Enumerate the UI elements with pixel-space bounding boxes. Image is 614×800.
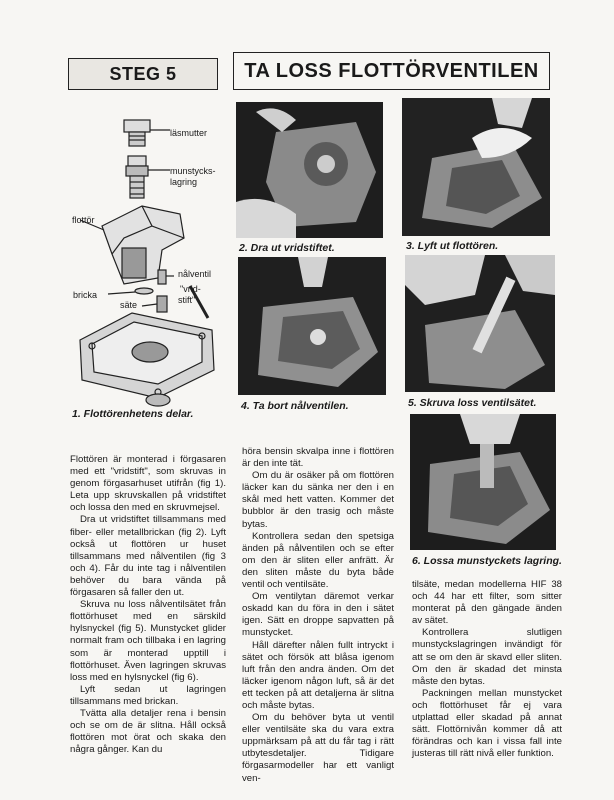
photo-fig-4-image	[238, 257, 386, 395]
paragraph: Skruva nu loss nålventilsätet från flottörhuset med en särskild hylsnyckel (fig 5). Munstycket glider normalt fram och tillbaka i en lagring som är monterad upptill i flottörhuset. Även lagringen skruvas loss med en hylsnyckel (fig 6).	[70, 599, 226, 683]
step-box	[68, 58, 218, 90]
photo-fig-6	[410, 414, 556, 550]
caption-fig-2: 2. Dra ut vridstiftet.	[239, 242, 335, 254]
paragraph: Håll därefter nålen fullt intryckt i sätet och försök att blåsa igenom luft från den andra änden. Om det läcker igenom någon luft, så är det ett tecken på att detaljerna är slitna och måste bytas.	[242, 639, 394, 711]
photo-fig-6-image	[410, 414, 556, 550]
label-jet-bearing-1: munstycks-	[170, 166, 216, 176]
caption-fig-4: 4. Ta bort nålventilen.	[241, 400, 349, 412]
caption-fig-3: 3. Lyft ut flottören.	[406, 240, 499, 252]
paragraph: höra bensin skvalpa inne i flottören är den inte tät.	[242, 446, 394, 470]
paragraph: tilsäte, medan modellerna HIF 38 och 44 har ett filter, som sitter monterat på den gängade änden av sätet.	[412, 579, 562, 627]
paragraph: Lyft sedan ut lagringen tillsammans med brickan.	[70, 683, 226, 707]
label-seat: säte	[120, 300, 138, 310]
paragraph: Om ventilytan däremot verkar oskadd kan du föra in den i sätet igen. Sätt en droppe sapvatten på munstycket.	[242, 591, 394, 639]
float-assembly-drawing	[62, 108, 227, 408]
text-column-3	[412, 579, 562, 760]
title-box	[233, 52, 550, 90]
paragraph: Flottören är monterad i förgasaren med ett "vridstift", som skruvas in genom förgasarhuset utifrån (fig 1). Leta upp skruvskallen på vridstiftet och lossa den med en skruvmejsel.	[70, 454, 226, 514]
photo-fig-2-image	[236, 102, 383, 238]
paragraph: Om du behöver byta ut ventil eller ventilsäte ska du vara extra uppmärksam på att du får tag i rätt utbytesdetaljer. Tidigare förgasarmodeller har ett vanligt ven-	[242, 712, 394, 784]
caption-fig-1: 1. Flottörenhetens delar.	[72, 408, 194, 420]
paragraph: Tvätta alla detaljer rena i bensin och se om de är slitna. Håll också flottören mot örat och skaka den några gånger. Kan du	[70, 707, 226, 756]
caption-fig-5: 5. Skruva loss ventilsätet.	[408, 397, 537, 409]
paragraph: Kontrollera sedan den spetsiga änden på nålventilen och se efter om den är sliten eller anfrätt. Är den sliten måste du byta både ventil och ventilsäte.	[242, 530, 394, 591]
label-pin-2: stift"	[178, 295, 196, 305]
label-lock-nut: läsmutter	[170, 128, 208, 138]
label-washer: bricka	[73, 290, 98, 300]
photo-fig-4	[238, 257, 386, 395]
paragraph: Packningen mellan munstycket och flottörhuset får ej vara utplattad eller skadad på annat sätt. Flottörnivån kommer då att förändras och kan i vissa fall inte justeras till rätt nivå eller funktion.	[412, 687, 562, 760]
text-column-1	[70, 454, 226, 756]
text-column-2	[242, 446, 394, 785]
label-pin-1: "vrid-	[180, 284, 201, 294]
float-assembly-diagram	[62, 108, 227, 408]
label-float: flottör	[72, 215, 95, 225]
photo-fig-2	[236, 102, 383, 238]
photo-fig-3-image	[402, 98, 550, 236]
label-jet-bearing-2: lagring	[170, 177, 198, 187]
photo-fig-3	[402, 98, 550, 236]
caption-fig-6: 6. Lossa munstyckets lagring.	[412, 555, 562, 567]
paragraph: Om du är osäker på om flottören läcker kan du sänka ner den i en skål med hett vatten. Kommer det bubblor är den trasig och måste bytas.	[242, 470, 394, 530]
step-title: STEG 5	[109, 63, 177, 84]
page-title: TA LOSS FLOTTÖRVENTILEN	[244, 59, 539, 82]
photo-fig-5	[405, 255, 555, 392]
label-needle-valve: nålventil	[178, 269, 212, 279]
photo-fig-5-image	[405, 255, 555, 392]
paragraph: Kontrollera slutligen munstyckslagringen invändigt för att se om den är skavd eller sliten. Om den är skadad det minsta måste den bytas.	[412, 627, 562, 687]
paragraph: Dra ut vridstiftet tillsammans med fiber- eller metallbrickan (fig 2). Lyft också ut flottören ur huset tillsammans med nålventilen (fig 3 och 4). Får du inte tag i nålventilen behöver du bara vända på förgasaren så faller den ut.	[70, 514, 226, 599]
